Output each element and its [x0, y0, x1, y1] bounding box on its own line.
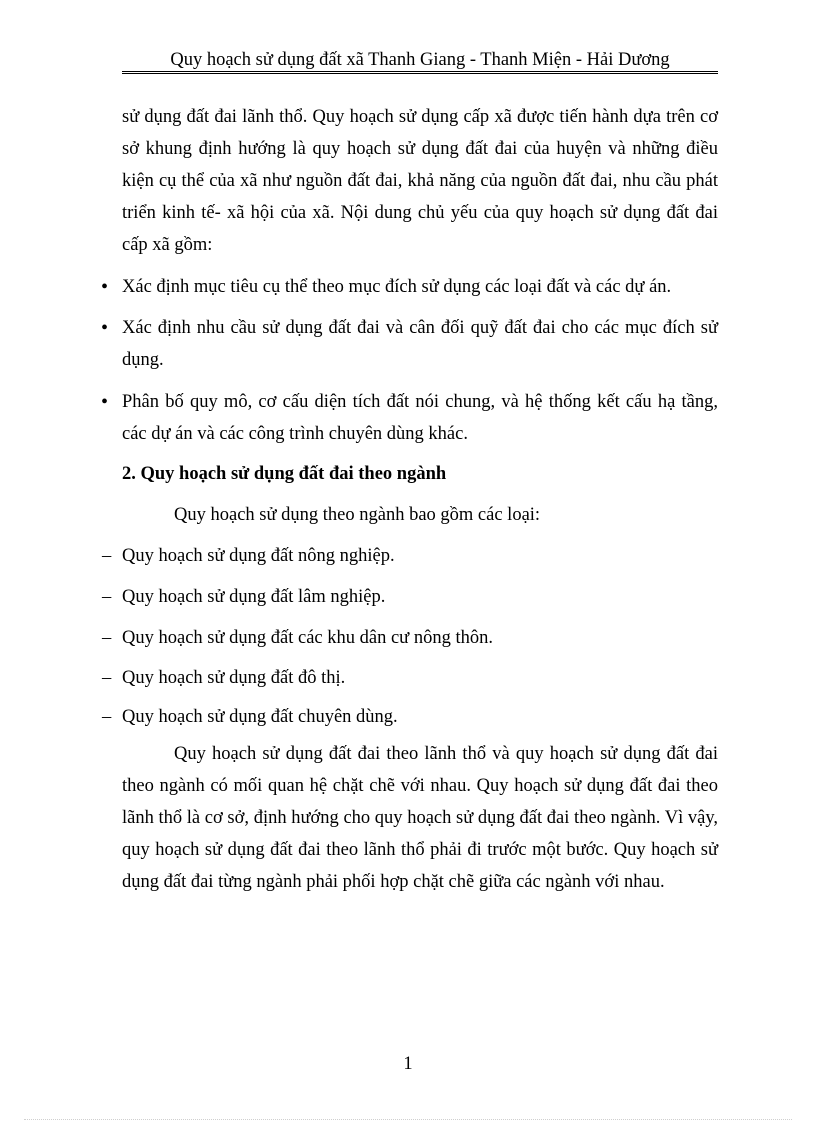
bullet-marker: •: [101, 276, 109, 298]
page-header-title: Quy hoạch sử dụng đất xã Thanh Giang - Thanh Miện - Hải Dương: [170, 50, 670, 70]
bullet-item-text: Phân bố quy mô, cơ cấu diện tích đất nói chung, và hệ thống kết cấu hạ tầng, các dự án và các công trình chuyên dùng khác.: [122, 392, 718, 444]
intro-paragraph: sử dụng đất đai lãnh thổ. Quy hoạch sử dụng cấp xã được tiến hành dựa trên cơ sở khung định hướng là quy hoạch sử dụng đất đai của huyện và những điều kiện cụ thể của xã như nguồn đất đai, khả năng của nguồn đất đai, nhu cầu phát triển kinh tế- xã hội của xã. Nội dung chủ yếu của quy hoạch sử dụng đất đai cấp xã gồm:: [122, 107, 718, 255]
dash-item-text: Quy hoạch sử dụng đất nông nghiệp.: [122, 546, 395, 566]
section-intro: Quy hoạch sử dụng theo ngành bao gồm các loại:: [174, 505, 541, 525]
dash-marker: –: [102, 707, 112, 727]
bullet-item-text: Xác định mục tiêu cụ thể theo mục đích sử dụng các loại đất và các dự án.: [122, 277, 672, 297]
dash-item-text: Quy hoạch sử dụng đất lâm nghiệp.: [122, 587, 386, 607]
dash-marker: –: [102, 587, 112, 607]
closing-paragraph: Quy hoạch sử dụng đất đai theo lãnh thổ và quy hoạch sử dụng đất đai theo ngành có mối quan hệ chặt chẽ với nhau. Quy hoạch sử dụng đất đai theo lãnh thổ là cơ sở, định hướng cho quy hoạch sử dụng đất đai theo ngành. Vì vậy, quy hoạch sử dụng đất đai theo lãnh thổ phải đi trước một bước. Quy hoạch sử dụng đất đai từng ngành phải phối hợp chặt chẽ giữa các ngành với nhau.: [122, 744, 718, 892]
dash-marker: –: [102, 546, 112, 566]
bullet-item-text: Xác định nhu cầu sử dụng đất đai và cân đối quỹ đất đai cho các mục đích sử dụng.: [122, 318, 718, 370]
bullet-marker: •: [101, 317, 109, 339]
page-number: 1: [403, 1054, 413, 1074]
page-edge-divider: [24, 1119, 792, 1120]
header-divider: [122, 71, 718, 74]
section-heading: 2. Quy hoạch sử dụng đất đai theo ngành: [122, 464, 447, 484]
dash-item-text: Quy hoạch sử dụng đất các khu dân cư nông thôn.: [122, 628, 493, 648]
dash-item-text: Quy hoạch sử dụng đất chuyên dùng.: [122, 707, 398, 727]
dash-item-text: Quy hoạch sử dụng đất đô thị.: [122, 668, 346, 688]
dash-marker: –: [102, 628, 112, 648]
bullet-marker: •: [101, 391, 109, 413]
dash-marker: –: [102, 668, 112, 688]
